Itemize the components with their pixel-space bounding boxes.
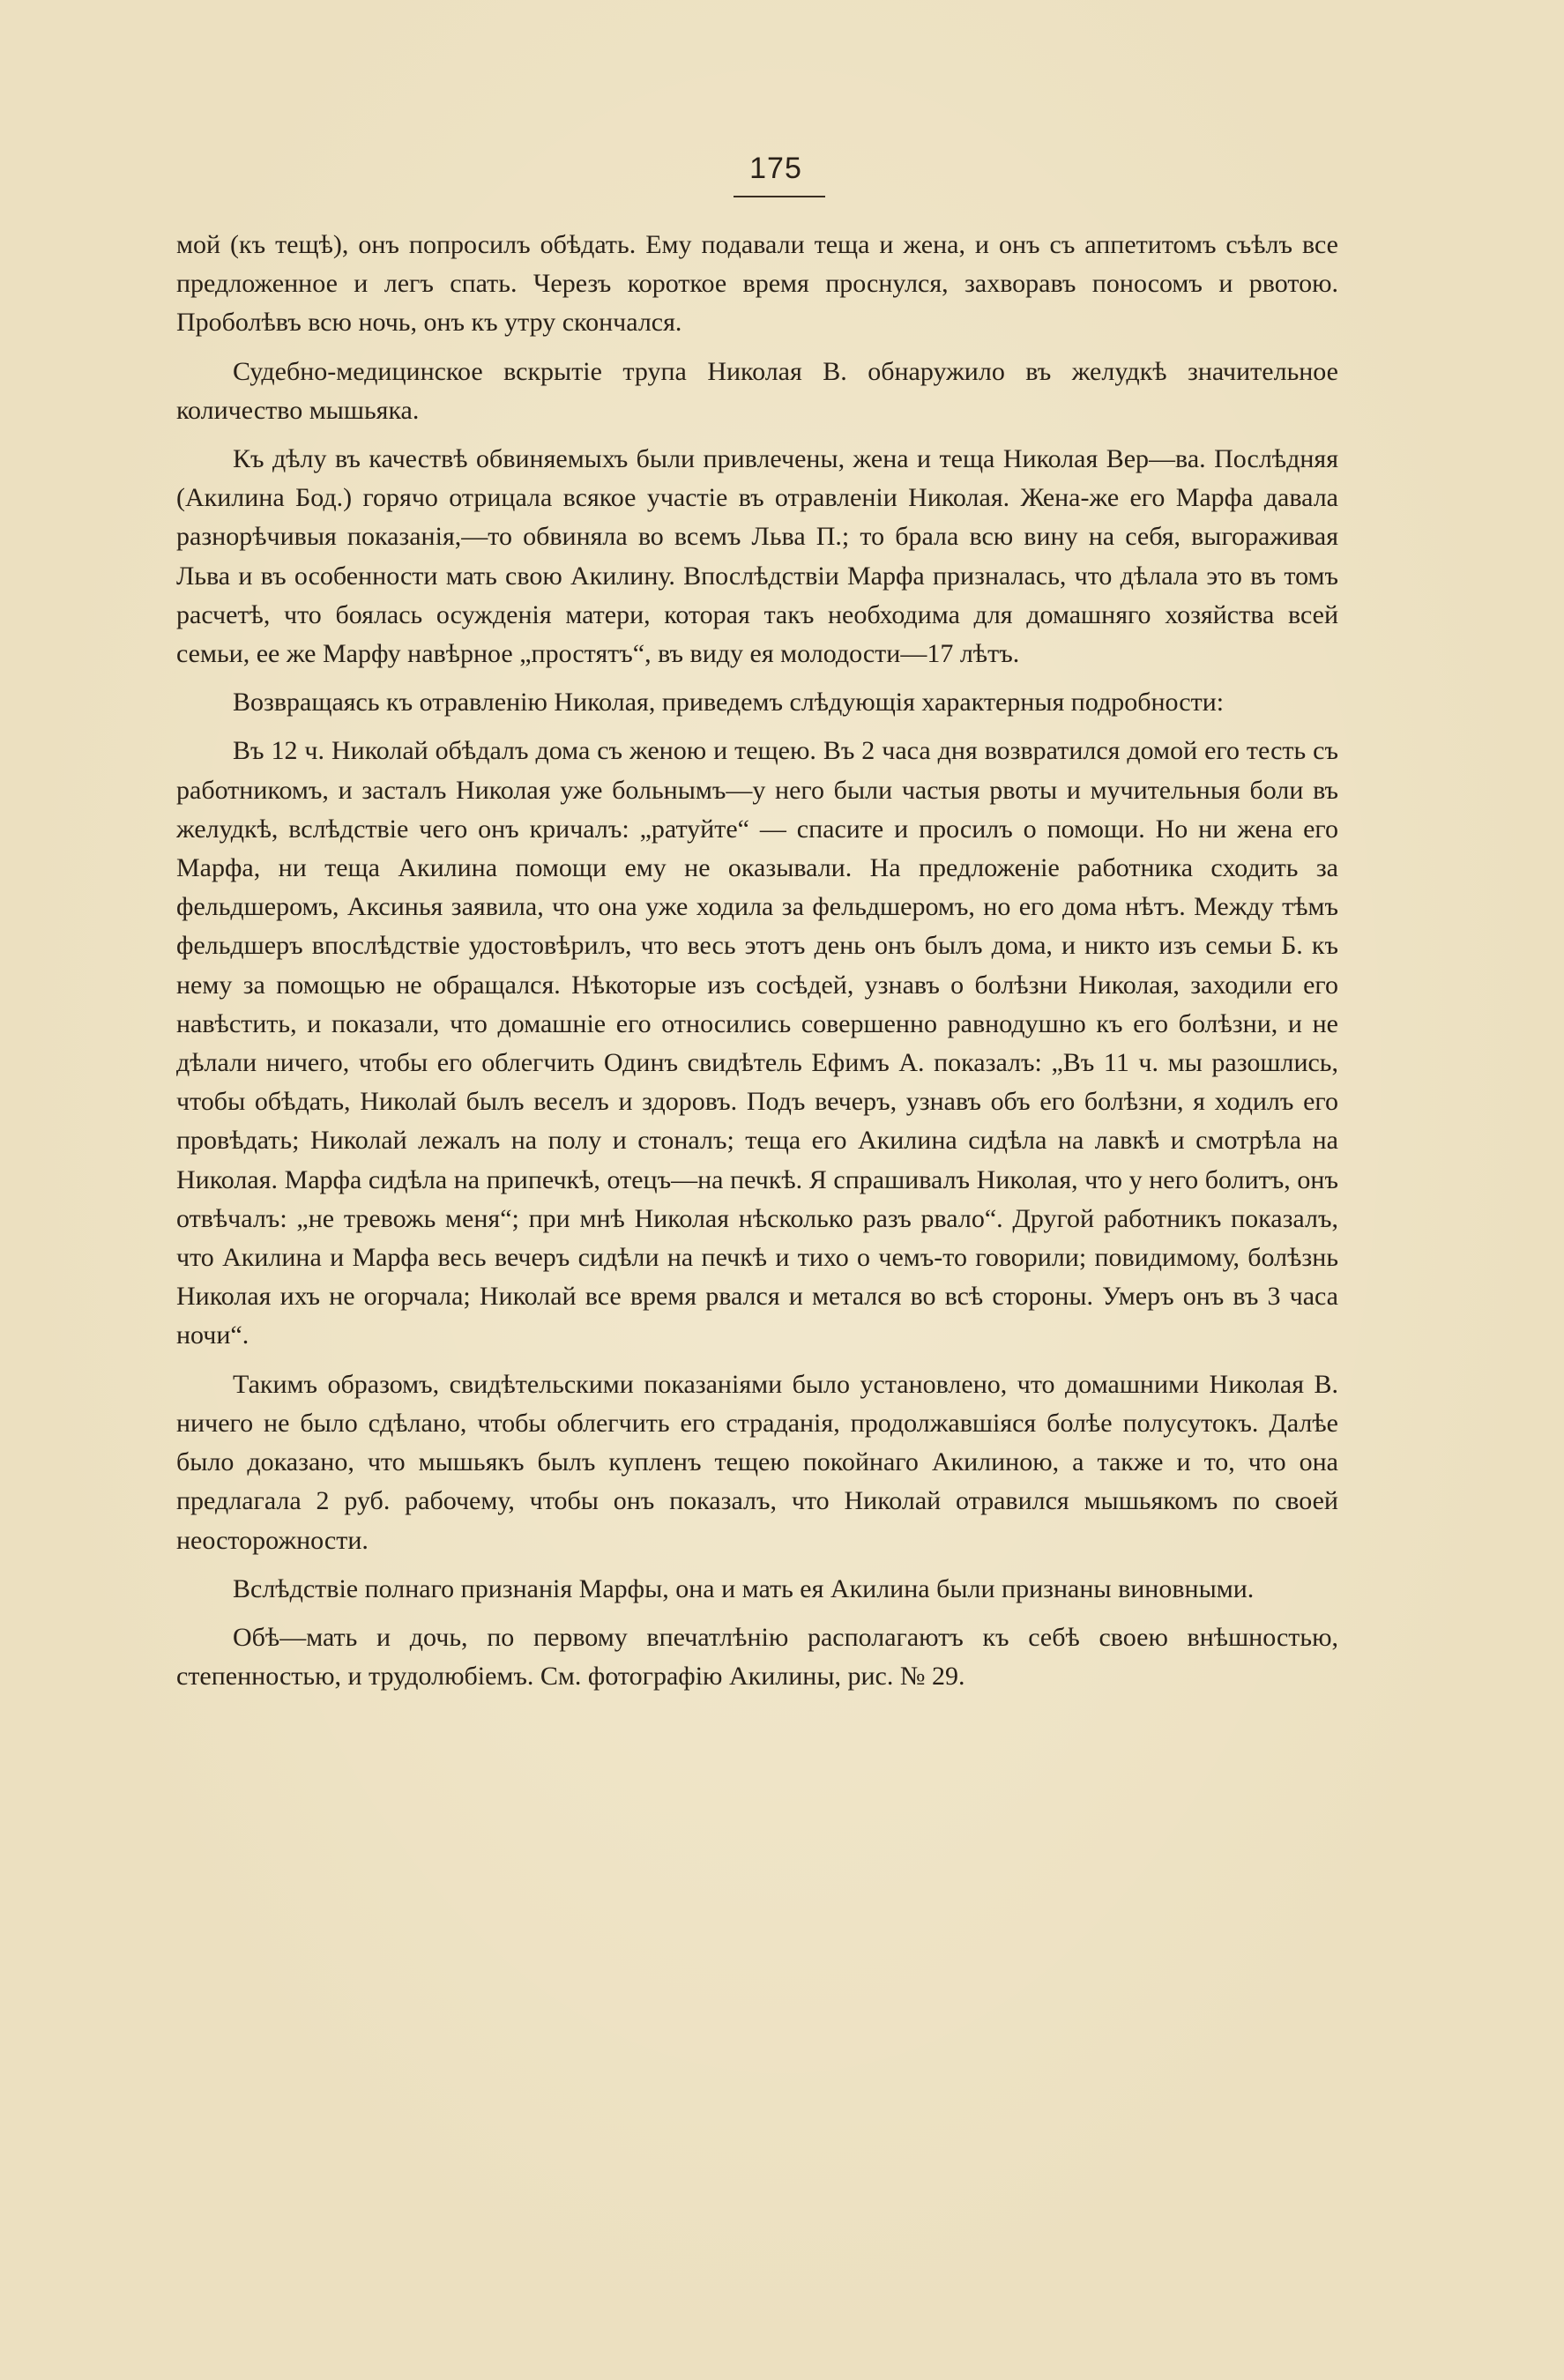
- paragraph: Возвращаясь къ отравленію Николая, приведемъ слѣдующія характерныя подробности:: [233, 688, 1225, 718]
- paragraph: Вслѣдствіе полнаго признанія Марфы, она и мать ея Акилина были признаны виновными.: [233, 1573, 1255, 1603]
- paragraph: мой (къ тещѣ), онъ попросилъ обѣдать. Ему подавали теща и жена, и онъ съ аппетитомъ съѣлъ все предложенное и легъ спать. Черезъ короткое время проснулся, захворавъ поносомъ и рвотою. Проболѣвъ всю ночь, онъ къ утру скончался.: [176, 230, 1338, 338]
- page-number-rule: [734, 196, 825, 197]
- page-number: 175: [749, 152, 802, 185]
- body-text: [176, 226, 1338, 1696]
- paragraph: Къ дѣлу въ качествѣ обвиняемыхъ были привлечены, жена и теща Николая Вер—ва. Послѣдняя (Акилина Бод.) горячо отрицала всякое участіе въ отравленіи Николая. Жена-же его Марфа давала разнорѣчивыя показанія,—то обвиняла во всемъ Льва П.; то брала всю вину на себя, выгораживая Льва и въ особенности мать свою Акилину. Впослѣдствіи Марфа призналась, что дѣлала это въ томъ расчетѣ, что боялась осужденія матери, которая такъ необходима для домашняго хозяйства всей семьи, ее же Марфу навѣрное „простятъ“, въ виду ея молодости—17 лѣтъ.: [176, 444, 1338, 669]
- paragraph: Въ 12 ч. Николай обѣдалъ дома съ женою и тещею. Въ 2 часа дня возвратился домой его тесть съ работникомъ, и засталъ Николая уже больнымъ—у него были частыя рвоты и мучительныя боли въ желудкѣ, вслѣдствіе чего онъ кричалъ: „ратуйте“ — спасите и просилъ о помощи. Но ни жена его Марфа, ни теща Акилина помощи ему не оказывали. На предложеніе работника сходить за фельдшеромъ, Аксинья заявила, что она уже ходила за фельдшеромъ, но его дома нѣтъ. Между тѣмъ фельдшеръ впослѣдствіе удостовѣрилъ, что весь этотъ день онъ былъ дома, и никто изъ семьи Б. къ нему за помощью не обращался. Нѣкоторые изъ сосѣдей, узнавъ о болѣзни Николая, заходили его навѣстить, и показали, что домашніе его относились совершенно равнодушно къ его болѣзни, и не дѣлали ничего, чтобы его облегчить Одинъ свидѣтель Ефимъ А. показалъ: „Въ 11 ч. мы разошлись, чтобы обѣдать, Николай былъ веселъ и здоровъ. Подъ вечеръ, узнавъ объ его болѣзни, я ходилъ его провѣдать; Николай лежалъ на полу и стоналъ; теща его Акилина сидѣла на лавкѣ и смотрѣла на Николая. Марфа сидѣла на припечкѣ, отецъ—на печкѣ. Я спрашивалъ Николая, что у него болитъ, онъ отвѣчалъ: „не тревожь меня“; при мнѣ Николая нѣсколько разъ рвало“. Другой работникъ показалъ, что Акилина и Марфа весь вечеръ сидѣли на печкѣ и тихо о чемъ-то говорили; повидимому, болѣзнь Николая ихъ не огорчала; Николай все время рвался и метался во всѣ стороны. Умеръ онъ въ 3 часа ночи“.: [176, 736, 1338, 1350]
- paragraph: Судебно-медицинское вскрытіе трупа Николая В. обнаружило въ желудкѣ значительное количество мышьяка.: [176, 356, 1338, 425]
- paragraph: Обѣ—мать и дочь, по первому впечатлѣнію располагаютъ къ себѣ своею внѣшностью, степенностью, и трудолюбіемъ. См. фотографію Акилины, рис. № 29.: [176, 1622, 1338, 1692]
- paragraph: Такимъ образомъ, свидѣтельскими показаніями было установлено, что домашними Николая В. ничего не было сдѣлано, чтобы облегчить его страданія, продолжавшіяся болѣе полусутокъ. Далѣе было доказано, что мышьякъ былъ купленъ тещею покойнаго Акилиною, а также и то, что она предлагала 2 руб. рабочему, чтобы онъ показалъ, что Николай отравился мышьякомъ по своей неосторожности.: [176, 1369, 1338, 1555]
